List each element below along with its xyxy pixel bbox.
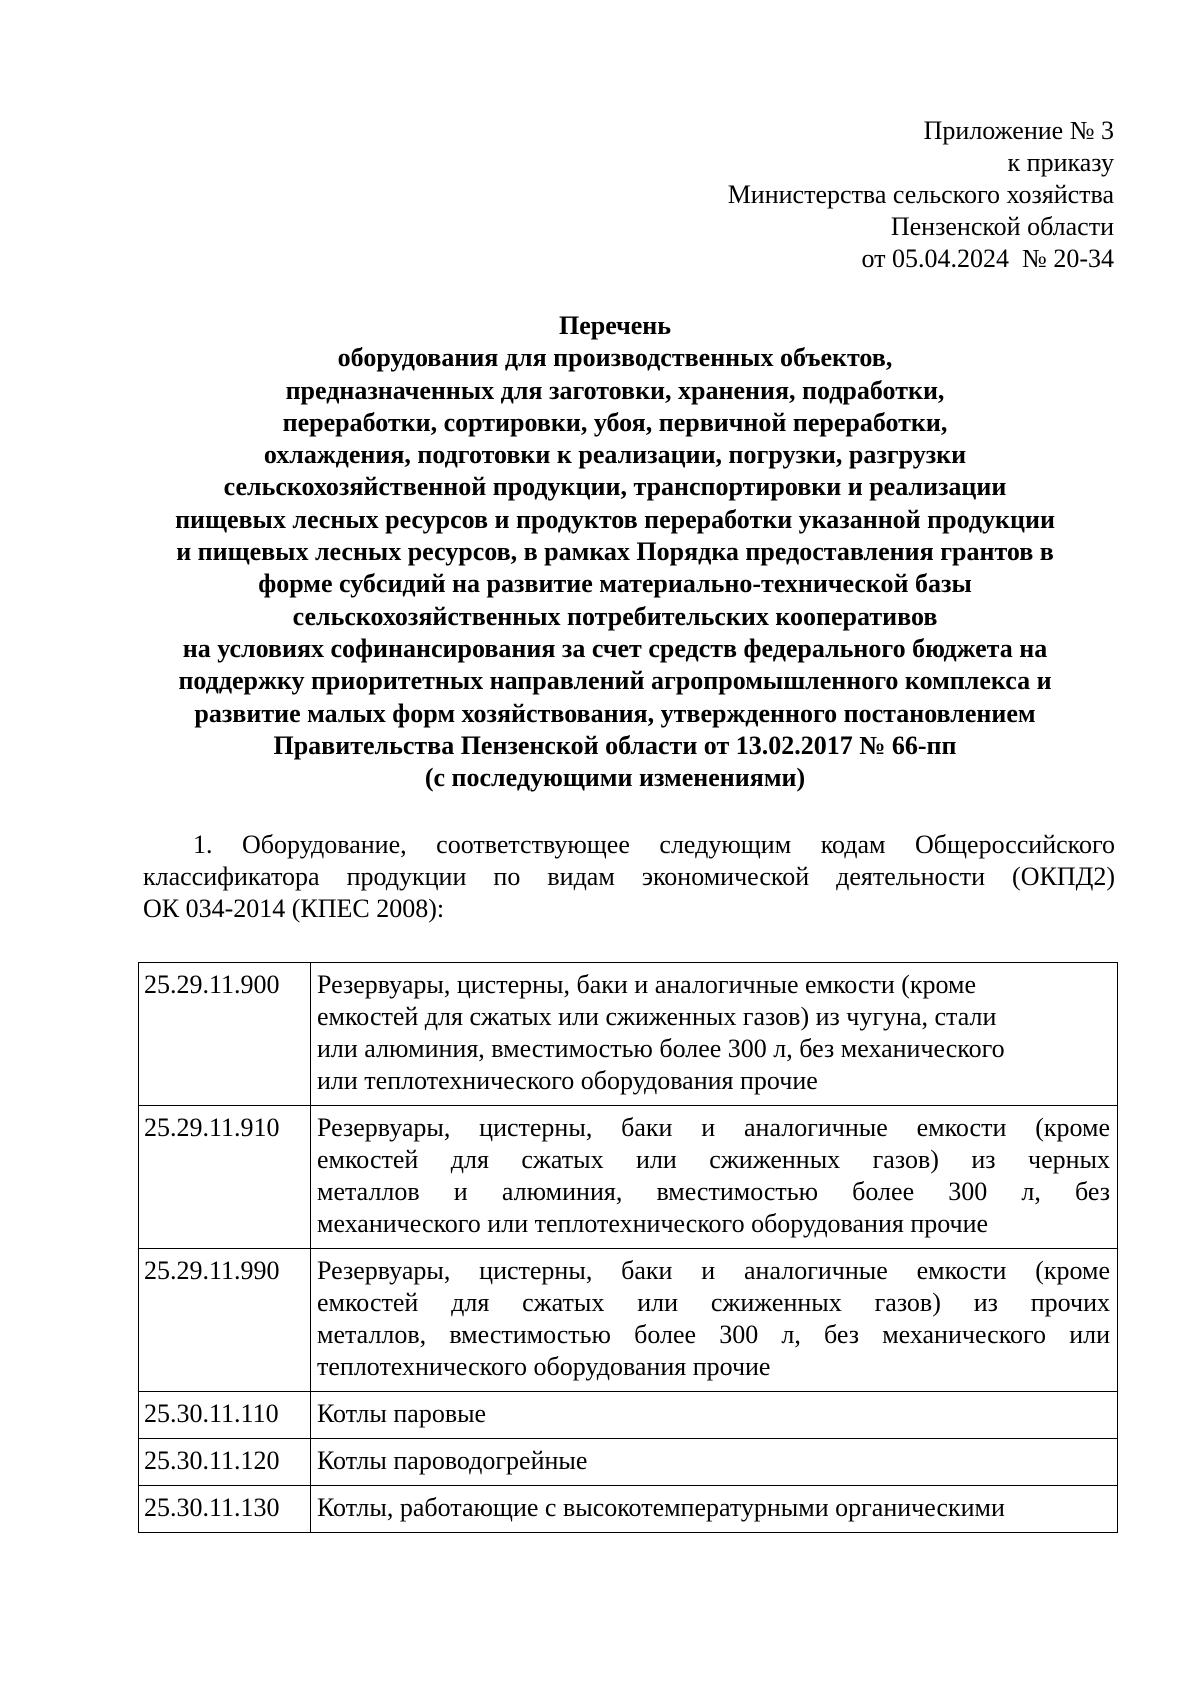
title-line: предназначенных для заготовки, хранения, подработки, <box>285 375 945 405</box>
okpd2-codes-table <box>138 962 1118 1533</box>
title-line: охлаждения, подготовки к реализации, погрузки, разгрузки <box>263 440 967 470</box>
description-line: теплотехнического оборудования прочие <box>317 1352 771 1381</box>
description-line: Котлы, работающие с высокотемпературными органическими <box>317 1493 1005 1522</box>
description-line: Резервуары, цистерны, баки и аналогичные емкости (кроме <box>317 970 977 999</box>
description-line: или алюминия, вместимостью более 300 л, без механического <box>317 1034 1005 1063</box>
title-line: развитие малых форм хозяйствования, утвержденного постановлением <box>194 698 1036 728</box>
table-row <box>139 1106 1118 1249</box>
attachment-ministry: Министерства сельского хозяйства <box>727 180 1114 209</box>
table-row <box>139 1249 1118 1392</box>
description-line: емкостей для сжатых или сжиженных газов) из прочих <box>317 1288 1110 1317</box>
description-line: емкостей для сжатых или сжиженных газов) из черных <box>317 1145 1110 1174</box>
title-heading: Перечень <box>558 311 672 340</box>
title-line: (с последующими изменениями) <box>424 763 806 793</box>
item-description <box>311 1392 1118 1439</box>
description-line: или теплотехнического оборудования прочие <box>317 1066 818 1095</box>
description-line: металлов и алюминия, вместимостью более 300 л, без <box>317 1177 1110 1206</box>
okpd2-code: 25.30.11.120 <box>139 1439 311 1486</box>
item-description <box>311 1106 1118 1249</box>
table-row <box>139 963 1118 1106</box>
title-line: на условиях софинансирования за счет средств федерального бюджета на <box>182 633 1048 663</box>
table-row <box>139 1392 1118 1439</box>
item-description <box>311 1486 1118 1533</box>
description-line: металлов, вместимостью более 300 л, без механического или <box>317 1320 1110 1349</box>
description-line: Котлы паровые <box>317 1399 487 1428</box>
attachment-date-number: от 05.04.2024 № 20-34 <box>861 244 1114 273</box>
description-line: емкостей для сжатых или сжиженных газов) из чугуна, стали <box>317 1002 997 1031</box>
attachment-number: Приложение № 3 <box>923 116 1114 145</box>
okpd2-code: 25.30.11.130 <box>139 1486 311 1533</box>
attachment-order-ref: к приказу <box>1007 148 1114 177</box>
description-line: Резервуары, цистерны, баки и аналогичные емкости (кроме <box>317 1256 1110 1285</box>
intro-line: 1. Оборудование, соответствующее следующим кодам Общероссийского <box>193 830 1115 859</box>
item-description <box>311 963 1118 1106</box>
title-line: переработки, сортировки, убоя, первичной переработки, <box>282 407 948 437</box>
title-line: оборудования для производственных объектов, <box>337 343 893 373</box>
title-line: и пищевых лесных ресурсов, в рамках Порядка предоставления грантов в <box>176 537 1054 567</box>
table-row <box>139 1439 1118 1486</box>
title-line: пищевых лесных ресурсов и продуктов переработки указанной продукции <box>175 504 1055 534</box>
item-description <box>311 1439 1118 1486</box>
okpd2-code: 25.30.11.110 <box>139 1392 311 1439</box>
title-line: поддержку приоритетных направлений агропромышленного комплекса и <box>178 666 1052 696</box>
intro-line: классификатора продукции по видам экономической деятельности (ОКПД2) <box>143 862 1115 891</box>
description-line: механического или теплотехнического оборудования прочие <box>317 1209 989 1238</box>
description-line: Котлы пароводогрейные <box>317 1446 588 1475</box>
title-line: форме субсидий на развитие материально-технической базы <box>258 569 972 599</box>
okpd2-code: 25.29.11.900 <box>139 963 311 1106</box>
okpd2-code: 25.29.11.910 <box>139 1106 311 1249</box>
title-line: сельскохозяйственной продукции, транспортировки и реализации <box>223 472 1007 502</box>
item-description <box>311 1249 1118 1392</box>
title-line: сельскохозяйственных потребительских кооперативов <box>292 601 938 631</box>
attachment-header <box>728 115 1114 275</box>
description-line: Резервуары, цистерны, баки и аналогичные емкости (кроме <box>317 1113 1110 1142</box>
intro-line: ОК 034-2014 (КПЕС 2008): <box>143 894 445 923</box>
intro-paragraph <box>143 829 1115 925</box>
attachment-region: Пензенской области <box>890 212 1114 241</box>
table-row <box>139 1486 1118 1533</box>
okpd2-code: 25.29.11.990 <box>139 1249 311 1392</box>
document-title <box>120 310 1110 794</box>
title-line: Правительства Пензенской области от 13.02.2017 № 66-пп <box>273 730 957 760</box>
